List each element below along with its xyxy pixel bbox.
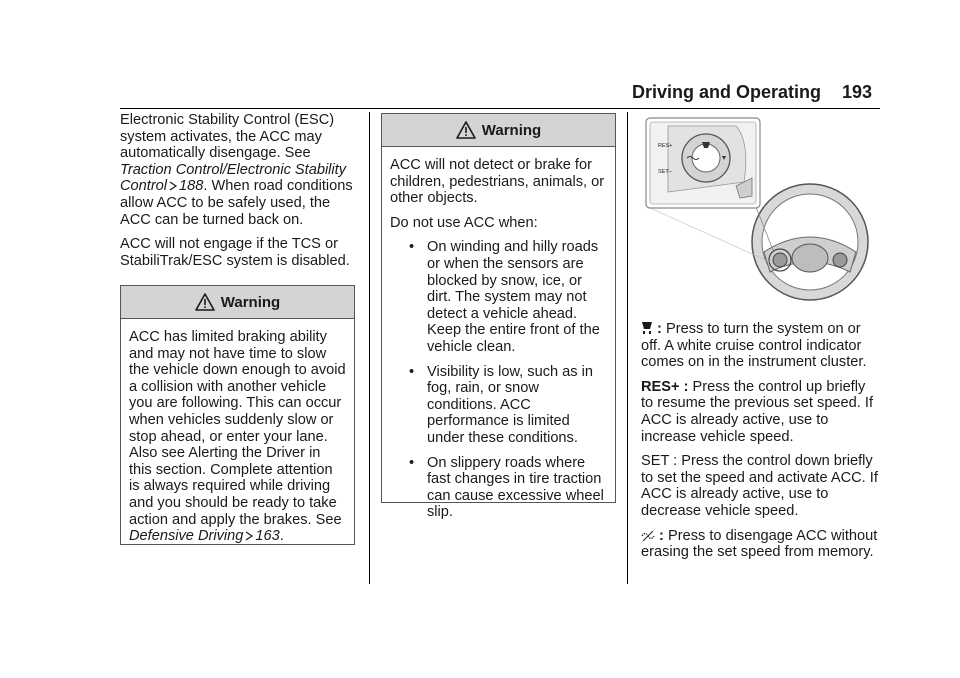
control-item-res: RES+ : Press the control up briefly to resume the previous set speed. If ACC is already active, use to increase vehicle speed. [641, 378, 874, 445]
control-item-set: SET : Press the control down briefly to set the speed and activate ACC. If ACC is already active, use to decrease vehicle speed. [641, 453, 878, 519]
page-number: 193 [842, 82, 873, 102]
warning-header [382, 114, 615, 147]
page-ref-icon [243, 530, 255, 542]
steering-wheel-illustration [752, 184, 868, 300]
list-item: • On winding and hilly roads or when the sensors are blocked by snow, ice, or dirt. The system may not detect a vehicle ahead. Keep the entire front of the vehicle clean. [390, 239, 607, 355]
warning-header [121, 286, 354, 319]
control-inset [646, 118, 760, 208]
column-divider-left [369, 112, 370, 584]
list-item: • On slippery roads where fast changes in tire traction can cause excessive wheel slip. [390, 455, 607, 521]
control-item-cruise-on: : Press to turn the system on or off. A white cruise control indicator comes on in the instrument cluster. [641, 321, 867, 371]
cruise-on-icon [641, 321, 653, 335]
warning-paragraph: Do not use ACC when: [390, 214, 538, 231]
control-item-cancel: : Press to disengage ACC without erasing the set speed from memory. [641, 527, 878, 561]
page-ref-icon [167, 180, 179, 192]
xref-page-163[interactable]: 163 [255, 528, 280, 545]
warning-body: ACC has limited braking ability and may not have time to slow the vehicle down enough to avoid a collision with another vehicle you are following. This can occur when vehicles suddenly slow or stop ahead, or enter your lane. Also see Alerting the Driver in this section. Complete attention is always required while driving and you should be ready to take action and apply the brakes. See Defensive Driving 163. [129, 329, 346, 545]
inset-set-label: SET− [658, 169, 672, 175]
cancel-icon [641, 530, 655, 542]
section-title: Driving and Operating [632, 82, 822, 102]
column-3-text [641, 321, 881, 569]
header-rule [120, 108, 880, 109]
paragraph-tcs: ACC will not engage if the TCS or StabiliTrak/ESC system is disabled. [120, 236, 350, 269]
list-item: • Visibility is low, such as in fog, rain, or snow conditions. ACC performance is limited under these conditions. [390, 364, 607, 447]
xref-traction-control[interactable]: Traction Control/Electronic Stability Control [120, 161, 347, 195]
steering-wheel-controls-figure [640, 112, 875, 302]
column-divider-right [627, 112, 628, 584]
warning-triangle-icon [456, 121, 476, 139]
warning-title: Warning [220, 293, 281, 311]
warning-paragraph: ACC will not detect or brake for children, pedestrians, animals, or other objects. [390, 157, 605, 207]
inset-res-label: RES+ [658, 143, 673, 149]
paragraph-esc: Electronic Stability Control (ESC) system activates, the ACC may automatically disengage. See Traction Control/Electronic Stability Control 188. When road conditions allow ACC to be safely used, the ACC can be turned back on. [120, 112, 353, 228]
warning-box-detection [381, 113, 616, 521]
warning-body [382, 147, 615, 537]
warning-triangle-icon [195, 293, 215, 311]
warning-title: Warning [481, 121, 542, 139]
xref-defensive-driving[interactable]: Defensive Driving [129, 528, 244, 545]
column-1 [120, 112, 358, 277]
xref-page-188[interactable]: 188 [179, 178, 204, 195]
warning-box-braking [120, 285, 355, 545]
warning-bullet-list [390, 239, 607, 521]
callout-line [648, 207, 770, 262]
